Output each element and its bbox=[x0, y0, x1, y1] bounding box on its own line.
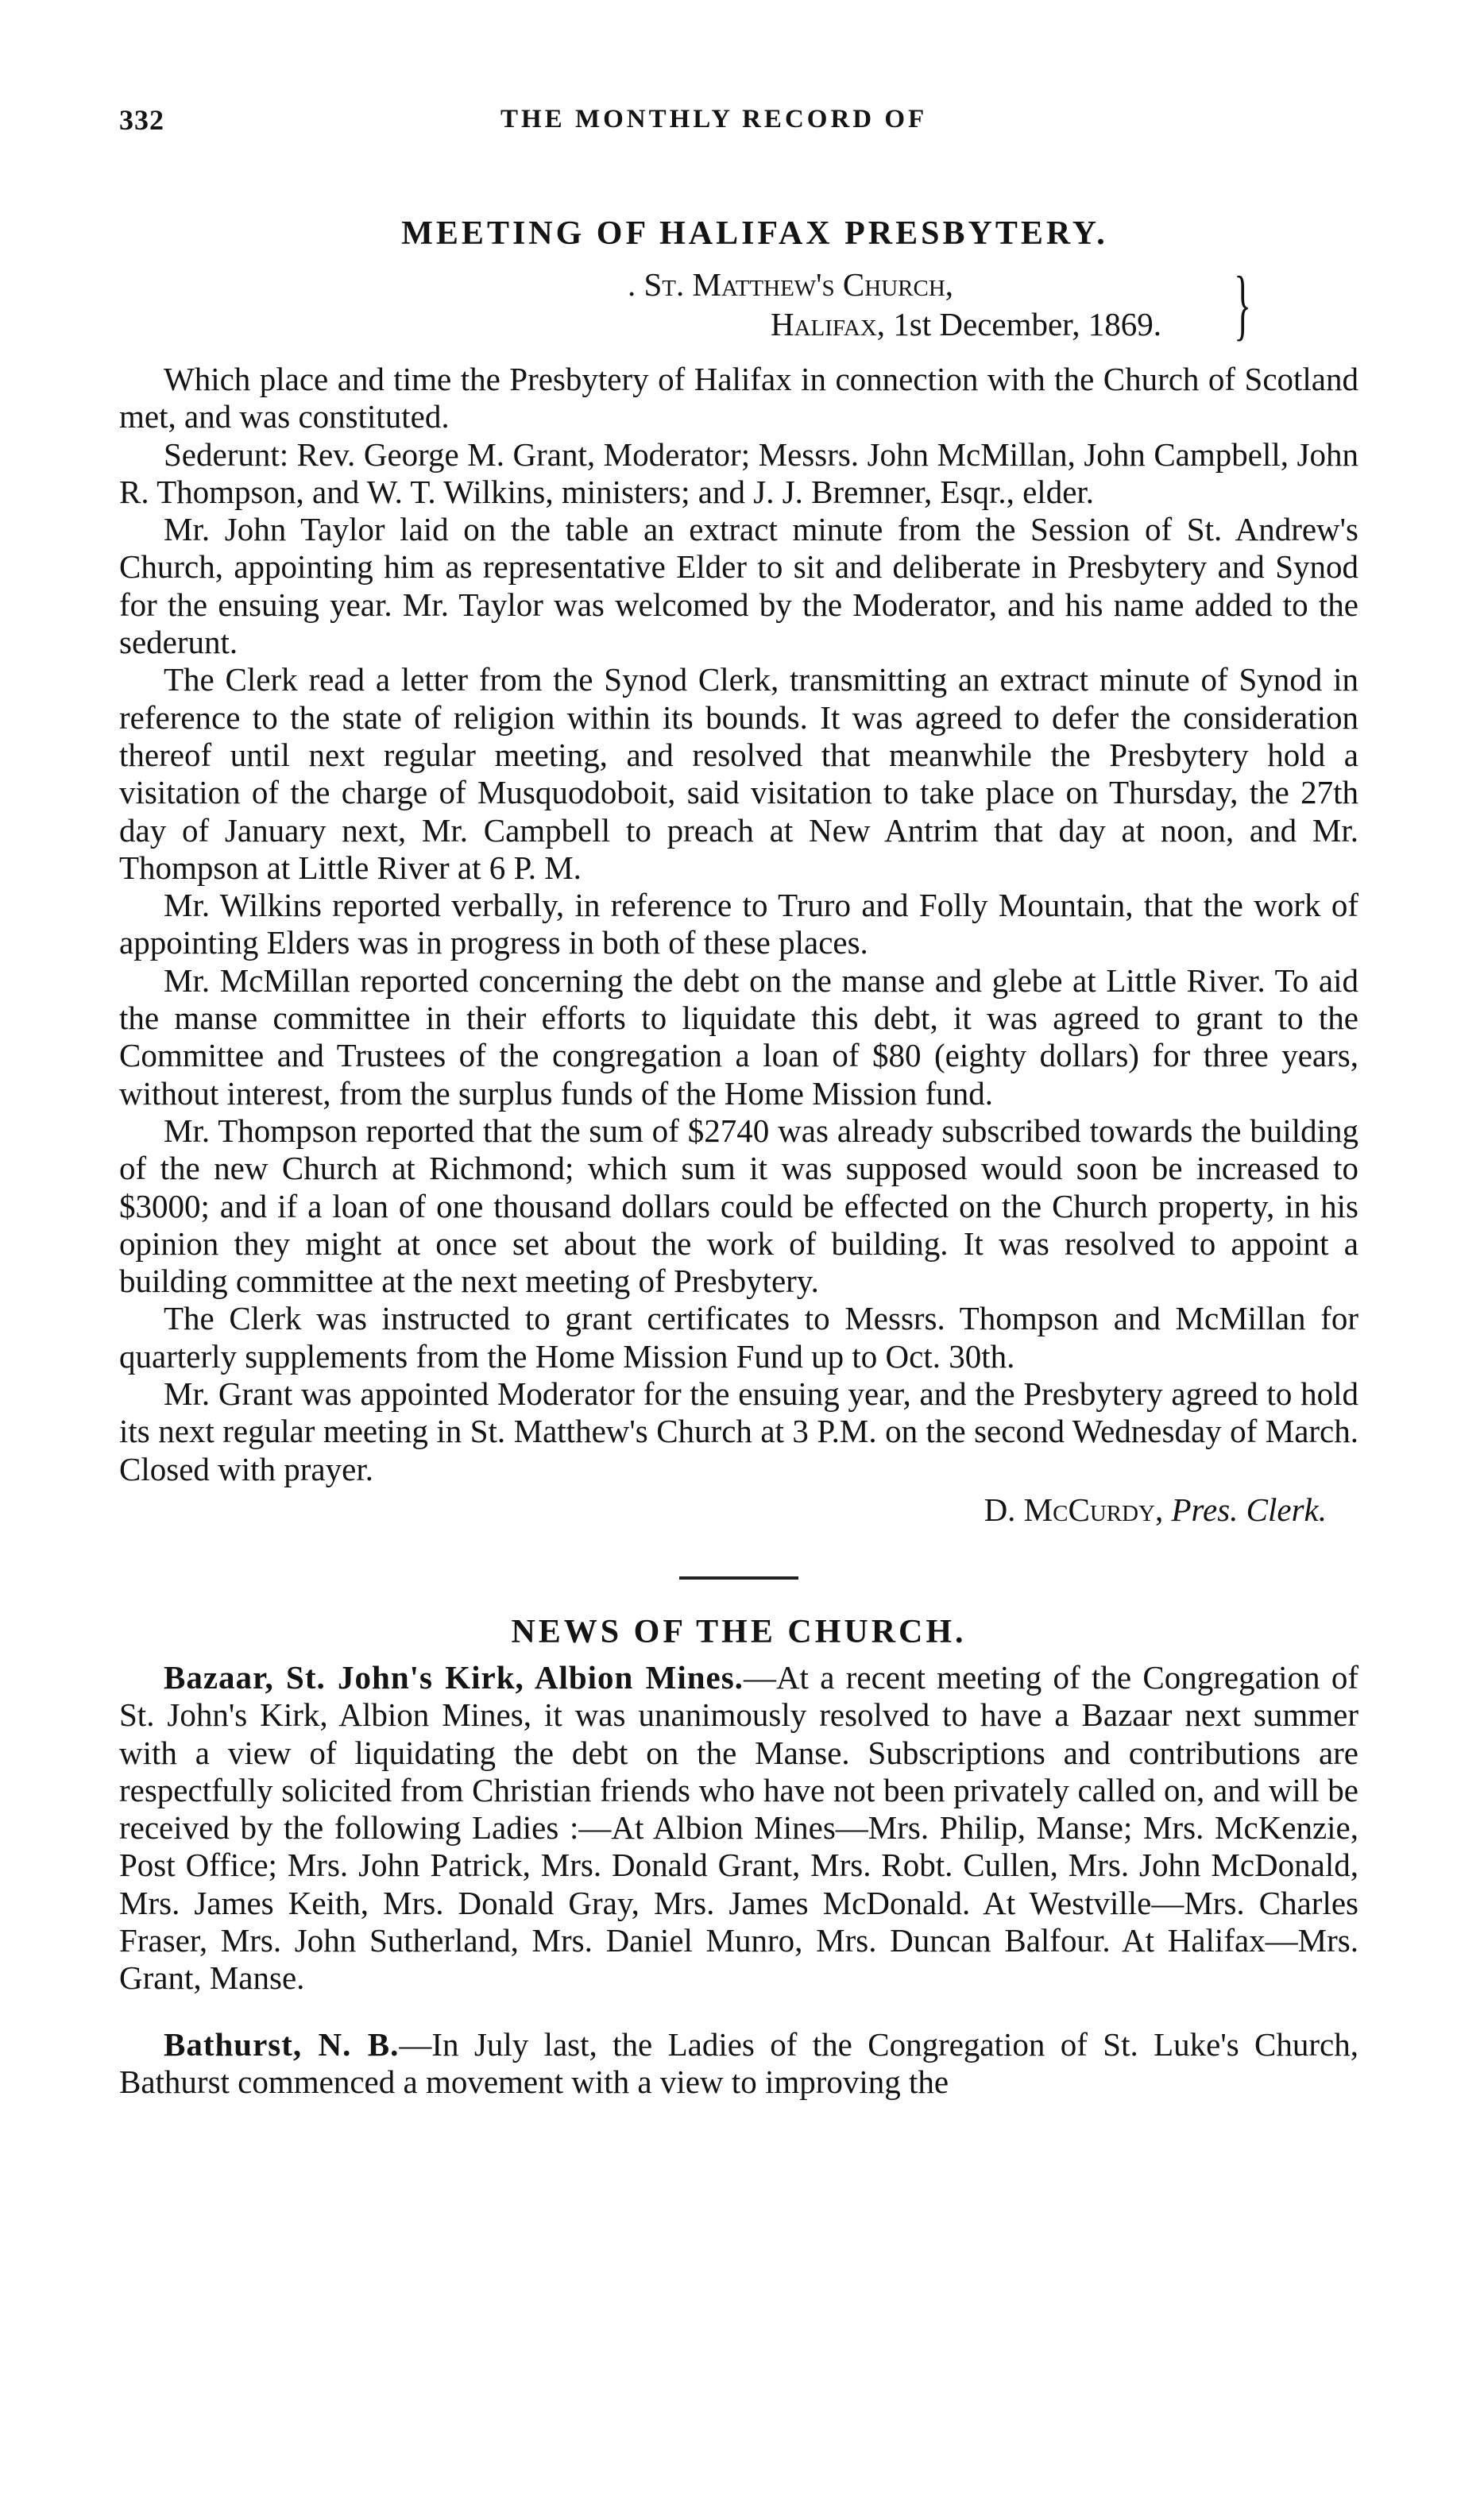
minutes-paragraph: Which place and time the Presbytery of Halifax in connection with the Church of Scotland met, and was constituted. bbox=[119, 361, 1358, 435]
news-item bbox=[119, 1659, 1358, 1998]
news-item bbox=[119, 2026, 1358, 2102]
news-item-head: Bazaar, St. John's Kirk, Albion Mines. bbox=[164, 1658, 744, 1696]
clerk-signature bbox=[119, 1491, 1358, 1529]
document-page bbox=[119, 48, 1358, 2101]
minutes-paragraph: Mr. Thompson reported that the sum of $2740 was already subscribed towards the building of the new Church at Richmond; which sum it was supposed would soon be increased to $3000; and if a loan of one thousand dollars could be effected on the Church property, in his opinion they might at once set about the work of building. It was resolved to appoint a building committee at the next meeting of Presbytery. bbox=[119, 1112, 1358, 1300]
dateline-place-date bbox=[771, 305, 1161, 343]
dateline-date: 1st December, 1869. bbox=[893, 306, 1161, 342]
signature-name: D. McCurdy, bbox=[984, 1491, 1164, 1528]
news-item-text: —In July last, the Ladies of the Congregation of St. Luke's Church, Bathurst commenced a movement with a view to improving the bbox=[119, 2025, 1358, 2100]
signature-title: Pres. Clerk. bbox=[1171, 1491, 1327, 1528]
running-head bbox=[119, 48, 1358, 136]
news-title: NEWS OF THE CHURCH. bbox=[511, 1613, 967, 1650]
dateline-place: Halifax, bbox=[771, 306, 886, 342]
dateline-church: . St. Matthew's Church, bbox=[628, 266, 954, 303]
minutes-paragraph: Mr. John Taylor laid on the table an extract minute from the Session of St. Andrew's Church, appointing him as representative Elder to sit and deliberate in Presbytery and Synod for the ensuing year. Mr. Taylor was welcomed by the Moderator, and his name added to the sederunt. bbox=[119, 511, 1358, 661]
news-item-head: Bathurst, N. B. bbox=[164, 2025, 400, 2063]
minutes-paragraph: The Clerk was instructed to grant certificates to Messrs. Thompson and McMillan for quarterly supplements from the Home Mission Fund up to Oct. 30th. bbox=[119, 1300, 1358, 1375]
section-divider bbox=[679, 1576, 798, 1580]
news-item-text: —At a recent meeting of the Congregation of St. John's Kirk, Albion Mines, it was unanimously resolved to have a Bazaar next summer with a view of liquidating the debt on the Manse. Subscriptions and contributions are respectfully solicited from Christian friends who have not been privately called on, and will be received by the following Ladies :—At Albion Mines—Mrs. Philip, Manse; Mrs. McKenzie, Post Office; Mrs. John Patrick, Mrs. Donald Grant, Mrs. Robt. Cullen, Mrs. John McDonald, Mrs. James Keith, Mrs. Donald Gray, Mrs. James McDonald. At Westville—Mrs. Charles Fraser, Mrs. John Sutherland, Mrs. Daniel Munro, Mrs. Duncan Balfour. At Halifax—Mrs. Grant, Manse. bbox=[119, 1658, 1358, 1997]
meeting-minutes bbox=[119, 361, 1358, 1488]
minutes-paragraph: Mr. Grant was appointed Moderator for the ensuing year, and the Presbytery agreed to hold its next regular meeting in St. Matthew's Church at 3 P.M. on the second Wednesday of March. Closed with prayer. bbox=[119, 1375, 1358, 1487]
minutes-paragraph: Mr. Wilkins reported verbally, in reference to Truro and Folly Mountain, that the work of appointing Elders was in progress in both of these places. bbox=[119, 887, 1358, 961]
minutes-paragraph: Mr. McMillan reported concerning the debt on the manse and glebe at Little River. To aid the manse committee in their efforts to liquidate this debt, it was agreed to grant to the Committee and Trustees of the congregation a loan of $80 (eighty dollars) for three years, without interest, from the surplus funds of the Home Mission fund. bbox=[119, 961, 1358, 1112]
minutes-paragraph: The Clerk read a letter from the Synod Clerk, transmitting an extract minute of Synod in reference to the state of religion within its bounds. It was agreed to defer the consideration thereof until next regular meeting, and resolved that meanwhile the Presbytery hold a visitation of the charge of Musquodoboit, said visitation to take place on Thursday, the 27th day of January next, Mr. Campbell to preach at New Antrim that day at noon, and Mr. Thompson at Little River at 6 P. M. bbox=[119, 661, 1358, 886]
brace-glyph: } bbox=[1234, 260, 1251, 348]
dateline bbox=[119, 260, 1358, 361]
journal-title: THE MONTHLY RECORD OF bbox=[500, 105, 928, 133]
minutes-paragraph: Sederunt: Rev. George M. Grant, Moderator; Messrs. John McMillan, John Campbell, John R. Thompson, and W. T. Wilkins, ministers; and J. J. Bremner, Esqr., elder. bbox=[119, 435, 1358, 510]
page-number: 332 bbox=[119, 104, 164, 136]
meeting-title: MEETING OF HALIFAX PRESBYTERY. bbox=[401, 215, 1108, 252]
